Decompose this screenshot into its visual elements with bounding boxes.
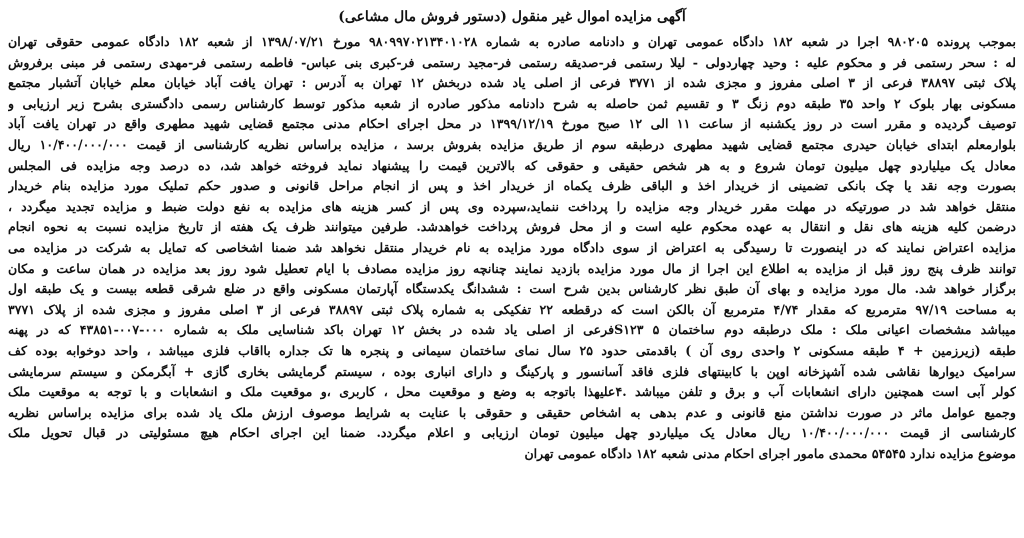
notice-line: وجمیع عوامل ماثر در صورت نداشتن منع قانونی و عدم بدهی به اشخاص حقیقی و حقوقی با عنایت به شرایط موصوف ارزش ملک یاد شده برای مزایده براساس نظریه <box>8 404 1016 420</box>
notice-line: طبقه (زیرزمین + ۴ طبقه مسکونی ۲ واحدی روی آن ) باقدمتی حدود ۲۵ سال نمای ساختمان سیمانی و پنجره ها تک جداره بااقاب فلزی میباشد ، واحد دوخوابه بوده کف <box>8 342 1016 358</box>
notice-line: بموجب پرونده ۹۸۰۲۰۵ اجرا در شعبه ۱۸۲ دادگاه عمومی تهران و دادنامه صادره به شماره ۹۸۰۹۹۷۰۲۱۳۴۰۱۰۲۸ مورخ ۱۳۹۸/۰۷/۲۱ از شعبه ۱۸۲ دادگاه عمومی حقوقی تهران <box>8 34 1016 49</box>
notice-line: له : سحر رستمی فر و محکوم علیه : وحید چهاردولی - لیلا رستمی فر-صدیقه رستمی فر-مجید رستمی فر-کبری بنی عباس- فاطمه رستمی فر-مهدی رستمی فر مبنی برفروش <box>8 54 1016 70</box>
notice-line: معادل یک میلیاردو چهل میلیون تومان شروع و به هر شخص حقیقی و حقوقی که بالاترین قیمت را پیشنهاد نماید فروخته خواهد شد، ده درصد وجه مزایده فی المجلس <box>8 157 1016 173</box>
notice-line: مسکونی بهار بلوک ۲ واحد ۳۵ طبقه دوم زنگ ۳ و تقسیم ثمن حاصله به شرح دادنامه مذکور صادره از شعبه مذکور توسط کارشناس رسمی دادگستری بشرح زیر ارزیابی و <box>8 95 1016 111</box>
notice-line: مزایده اعتراض نمایند که در اینصورت تا رسیدگی به اعتراض از سوی دادگاه مورد مزایده به نام خریدار منتقل نخواهد شد ضمنا اشخاصی که تمایل به شرکت در مزایده می <box>8 239 1016 255</box>
notice-line: بلوارمعلم ابتدای خیابان حیدری مجتمع قضایی شهید مطهری درطبقه سوم از طریق مزایده بفروش برسد ، مزایده براساس نظریه کارشناسی از قیمت ۱۰/۴۰۰/۰۰۰/۰۰۰ ریال <box>8 136 1016 152</box>
notice-line: پلاک ثبتی ۳۸۸۹۷ فرعی از ۳ اصلی مفروز و مجزی شده از ۳۷۷۱ فرعی از اصلی یاد شده دربخش ۱۲ تهران به آدرس : تهران یافت آباد خیابان معلم خیابان آتشبار مجتمع <box>8 75 1016 91</box>
notice-line: میباشد مشخصات اعیانی ملک : ملک درطبقه دوم ساختمان ۵ S۱۲۳فرعی از اصلی یاد شده در بخش ۱۲ تهران باکد شناسایی ملک به شماره ۰۰۰-۰۰۷-۴۳۸۵۱ که در پهنه <box>8 322 1016 338</box>
notice-line: کارشناسی از قیمت ۱۰/۴۰۰/۰۰۰/۰۰۰ ریال معادل یک میلیاردو چهل میلیون تومان ارزیابی و اعلام میگردد. ضمنا این اجرای احکام هیچ مسئولیتی در قبال تحویل ملک <box>8 425 1016 441</box>
notice-line: موضوع مزایده ندارد ۵۴۵۴۵ محمدی مامور اجرای احکام مدنی شعبه ۱۸۲ دادگاه عمومی تهران <box>524 445 1016 461</box>
notice-line: به مساحت ۹۷/۱۹ مترمربع که مقدار ۴/۷۴ مترمربع آن بالکن است که درقطعه ۲۲ تفکیکی به شماره پلاک ثبتی ۳۸۸۹۷ فرعی از ۳ اصلی مفروز و مجزی شده از پلاک ۳۷۷۱ <box>8 301 1016 317</box>
notice-title: آگهی مزایده اموال غیر منقول (دستور فروش مال مشاعی) <box>338 9 686 25</box>
notice-line: درضمن کلیه هزینه های نقل و انتقال به عهده محکوم علیه است و از محل فروش پرداخت خواهدشد. طرفین میتوانند ظرف یک هفته از تاریخ مزایده نسبت به نحوه انجام <box>8 219 1016 235</box>
notice-line: سرامیک دیوارها نقاشی شده آشپزخانه اوپن با کابینتهای فلزی فاقد آسانسور و پارکینگ و دارای انباری بوده ، سیستم گرمایشی بخاری گازی + آبگرمکن و سیستم سرمایشی <box>8 363 1016 379</box>
notice-line: بصورت وجه نقد یا چک بانکی تضمینی از خریدار اخذ و الباقی ظرف یکماه از خریدار اخذ و پس از انجام مراحل قانونی و صدور حکم تملیک مورد مزایده بنام خریدار <box>8 178 1016 194</box>
notice-line: کولر آبی است همچنین دارای انشعابات آب و برق و تلفن میباشد .۴علیهذا باتوجه به وضع و موقعیت محل ، کاربری ،و موقعیت ملک و انشعابات و با توجه به موقعیت ملک <box>8 384 1016 400</box>
notice-line: توانند ظرف پنج روز قبل از مزایده به اطلاع این اجرا از مال مورد مزایده بازدید نمایند چنانچه روز مزایده مصادف با ایام تعطیل شود روز بعد مزایده در همان ساعت و مکان <box>8 260 1016 276</box>
notice-line: توصیف گردیده و مقرر است در روز یکشنبه از ساعت ۱۱ الی ۱۲ صبح مورخ ۱۳۹۹/۱۲/۱۹ در محل اجرای احکام مدنی مجتمع قضایی شهید مطهری واقع در تهران یافت آباد <box>8 116 1016 132</box>
notice-body <box>8 32 1016 464</box>
notice-line: برگزار خواهد شد. مال مورد مزایده و بهای آن طبق نظر کارشناس بدین شرح است : ششدانگ یکدستگاه آپارتمان مسکونی واقع در ضلع شرقی قطعه بیست و یک طبقه اول <box>8 281 1016 297</box>
notice-line: منتقل خواهد شد در صورتیکه در مهلت مقرر خریدار وجه مزایده را پرداخت ننماید،سپرده وی پس از کسر هزینه های مزایده به نفع دولت ضبط و مزایده تجدید میگردد ، <box>8 198 1016 214</box>
